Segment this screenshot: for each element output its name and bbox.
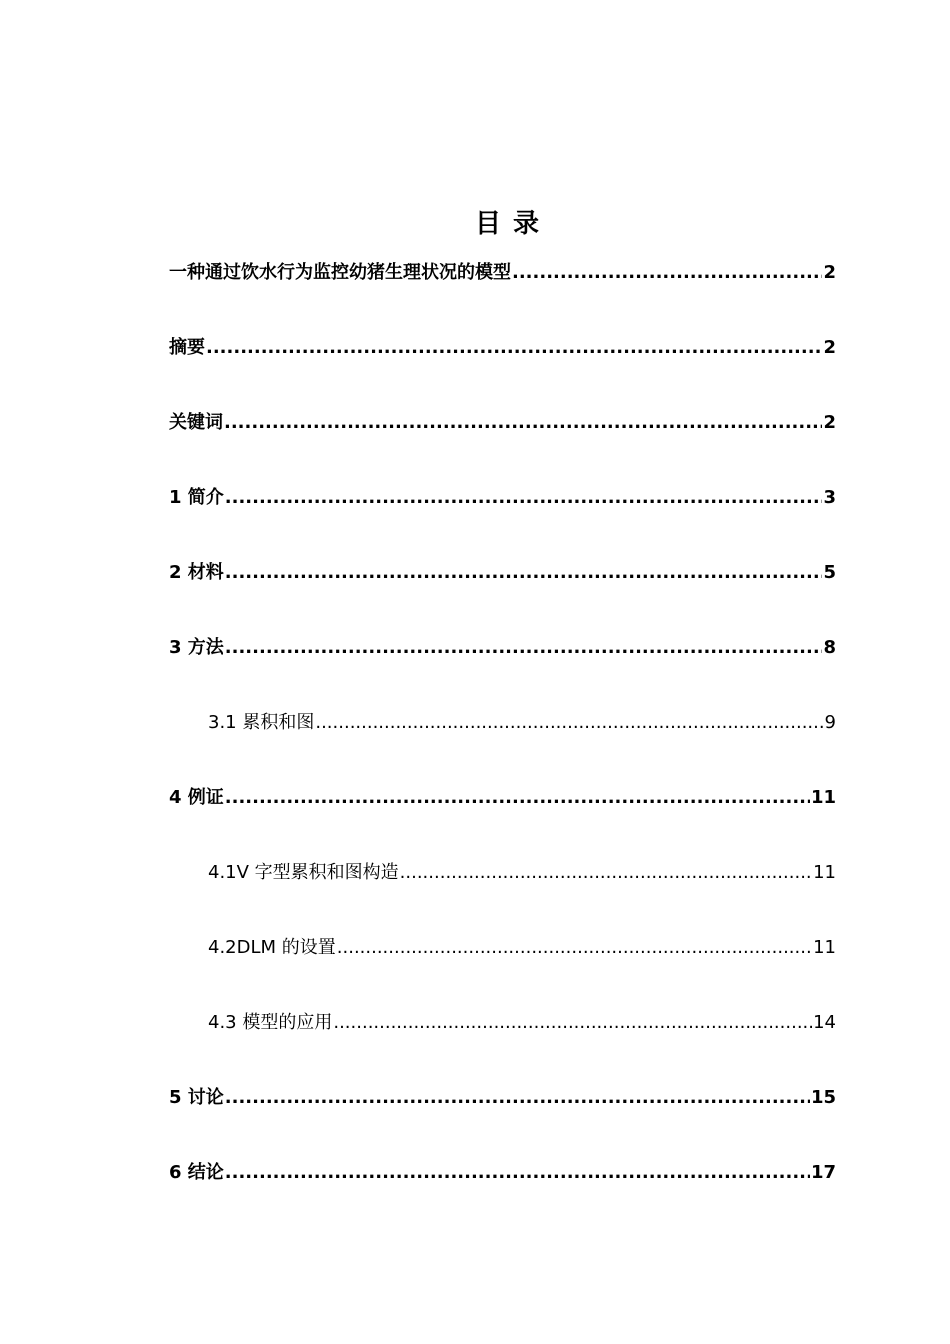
toc-page-number: 15 bbox=[810, 1087, 836, 1108]
toc-entry-text: 关键词 bbox=[169, 412, 223, 433]
toc-page-number: 2 bbox=[823, 262, 836, 283]
toc-page-number: 11 bbox=[810, 787, 836, 808]
toc-title: 目录 bbox=[474, 209, 551, 239]
toc-dot-leader bbox=[225, 1154, 810, 1192]
toc-page-number: 11 bbox=[813, 862, 836, 883]
toc-entry-text: 3 方法 bbox=[169, 637, 224, 658]
table-of-contents bbox=[169, 254, 836, 1229]
toc-dot-leader bbox=[225, 629, 823, 667]
toc-entry-text: 4.3 模型的应用 bbox=[208, 1012, 333, 1033]
toc-dot-leader bbox=[206, 329, 822, 367]
toc-dot-leader bbox=[315, 704, 823, 742]
toc-entry-text: 4 例证 bbox=[169, 787, 224, 808]
toc-page-number: 2 bbox=[823, 337, 836, 358]
toc-page-number: 2 bbox=[823, 412, 836, 433]
toc-dot-leader bbox=[512, 254, 822, 292]
toc-entry-text: 6 结论 bbox=[169, 1162, 224, 1183]
toc-entry-text: 3.1 累积和图 bbox=[208, 712, 315, 733]
toc-subentry[interactable] bbox=[169, 1004, 836, 1079]
toc-subentry[interactable] bbox=[169, 704, 836, 779]
toc-page-number: 11 bbox=[813, 937, 836, 958]
toc-dot-leader bbox=[225, 479, 823, 517]
toc-subentry[interactable] bbox=[169, 854, 836, 929]
toc-entry[interactable] bbox=[169, 479, 836, 554]
toc-subentry[interactable] bbox=[169, 929, 836, 1004]
toc-entry[interactable] bbox=[169, 254, 836, 329]
toc-entry[interactable] bbox=[169, 779, 836, 854]
toc-entry-text: 1 简介 bbox=[169, 487, 224, 508]
toc-entry[interactable] bbox=[169, 629, 836, 704]
toc-entry-text: 2 材料 bbox=[169, 562, 224, 583]
toc-entry[interactable] bbox=[169, 404, 836, 479]
toc-page-number: 3 bbox=[823, 487, 836, 508]
toc-entry-text: 5 讨论 bbox=[169, 1087, 224, 1108]
toc-entry[interactable] bbox=[169, 554, 836, 629]
toc-entry-text: 4.1V 字型累积和图构造 bbox=[208, 862, 399, 883]
toc-page-number: 14 bbox=[813, 1012, 836, 1033]
toc-dot-leader bbox=[333, 1004, 812, 1042]
toc-dot-leader bbox=[337, 929, 812, 967]
toc-entry[interactable] bbox=[169, 329, 836, 404]
toc-dot-leader bbox=[225, 554, 823, 592]
toc-entry-text: 4.2DLM 的设置 bbox=[208, 937, 336, 958]
toc-page-number: 9 bbox=[824, 712, 836, 733]
toc-dot-leader bbox=[224, 404, 822, 442]
toc-entry-text: 一种通过饮水行为监控幼猪生理状况的模型 bbox=[169, 262, 511, 283]
toc-dot-leader bbox=[400, 854, 812, 892]
toc-entry-text: 摘要 bbox=[169, 337, 205, 358]
toc-entry[interactable] bbox=[169, 1079, 836, 1154]
toc-page-number: 5 bbox=[823, 562, 836, 583]
toc-dot-leader bbox=[225, 1079, 810, 1117]
toc-entry[interactable] bbox=[169, 1154, 836, 1229]
toc-dot-leader bbox=[225, 779, 810, 817]
toc-page-number: 8 bbox=[823, 637, 836, 658]
toc-page-number: 17 bbox=[810, 1162, 836, 1183]
